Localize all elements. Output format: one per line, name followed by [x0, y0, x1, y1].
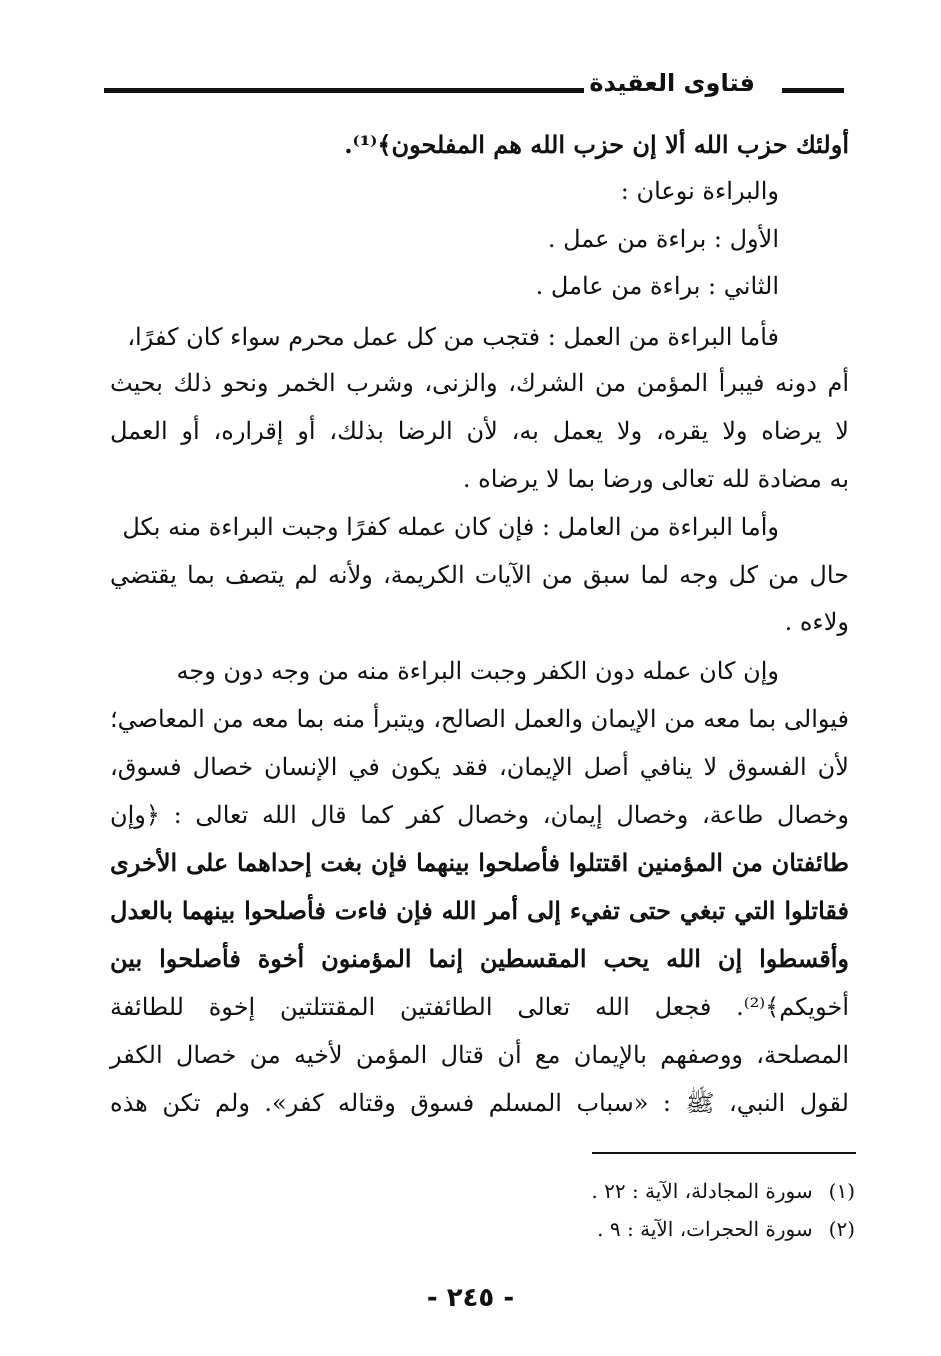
text-line-15: وخصال طاعة، وخصال إيمان، وخصال كفر كما قال الله تعالى : ﴿وإن: [110, 801, 849, 829]
footnote-2-text: سورة الحجرات، الآية : ٩ .: [597, 1217, 813, 1241]
running-header-title: فتاوى العقيدة: [589, 69, 755, 97]
footnote-separator: [592, 1152, 856, 1154]
text-line-19: أخويكم﴾⁽²⁾. فجعل الله تعالى الطائفتين المقتتلتين إخوة للطائفة: [110, 993, 849, 1021]
footnote-2-number: (٢): [828, 1217, 855, 1241]
text-line-3: الأول : براءة من عمل .: [547, 225, 779, 253]
text-line-10: حال من كل وجه لما سبق من الآيات الكريمة، ولأنه لم يتصف بما يقتضي: [110, 561, 849, 589]
text-line-4: الثاني : براءة من عامل .: [535, 272, 779, 300]
text-line-11: ولاءه .: [784, 608, 849, 636]
footnote-2: [597, 1214, 855, 1244]
page-number: - ٢٤٥ -: [426, 1283, 515, 1313]
text-line-21: لقول النبي، ﷺ : «سباب المسلم فسوق وقتاله كفر». ولم تكن هذه: [110, 1089, 849, 1117]
text-line-1: أولئك حزب الله ألا إن حزب الله هم المفلحون﴾⁽¹⁾.: [344, 130, 849, 159]
footnote-1-number: (١): [828, 1179, 855, 1203]
text-line-14: لأن الفسوق لا ينافي أصل الإيمان، فقد يكون في الإنسان خصال فسوق،: [110, 753, 849, 781]
text-line-6: أم دونه فيبرأ المؤمن من الشرك، والزنى، وشرب الخمر ونحو ذلك بحيث: [110, 369, 849, 397]
text-line-2: والبراءة نوعان :: [620, 177, 779, 205]
text-line-18: وأقسطوا إن الله يحب المقسطين إنما المؤمنون أخوة فأصلحوا بين: [110, 944, 849, 973]
footnote-1: [591, 1176, 855, 1206]
text-line-16: طائفتان من المؤمنين اقتتلوا فأصلحوا بينهما فإن بغت إحداهما على الأخرى: [110, 848, 849, 877]
text-line-7: لا يرضاه ولا يقره، ولا يعمل به، لأن الرضا بذلك، أو إقراره، أو العمل: [110, 417, 849, 445]
header-rule-long: [104, 88, 584, 93]
text-line-12: وإن كان عمله دون الكفر وجبت البراءة منه من وجه دون وجه: [176, 657, 779, 685]
footnote-1-text: سورة المجادلة، الآية : ٢٢ .: [591, 1179, 813, 1203]
text-line-9: وأما البراءة من العامل : فإن كان عمله كفرًا وجبت البراءة منه بكل: [122, 513, 779, 541]
text-line-20: المصلحة، ووصفهم بالإيمان مع أن قتال المؤمن لأخيه من خصال الكفر: [110, 1041, 849, 1069]
header-rule-short: [782, 88, 844, 93]
text-line-8: به مضادة لله تعالى ورضا بما لا يرضاه .: [462, 465, 849, 493]
text-line-5: فأما البراءة من العمل : فتجب من كل عمل محرم سواء كان كفرًا،: [127, 323, 779, 351]
text-line-13: فيوالى بما معه من الإيمان والعمل الصالح، ويتبرأ منه بما معه من المعاصي؛: [110, 705, 849, 733]
text-line-17: فقاتلوا التي تبغي حتى تفيء إلى أمر الله فإن فاءت فأصلحوا بينهما بالعدل: [110, 896, 849, 925]
